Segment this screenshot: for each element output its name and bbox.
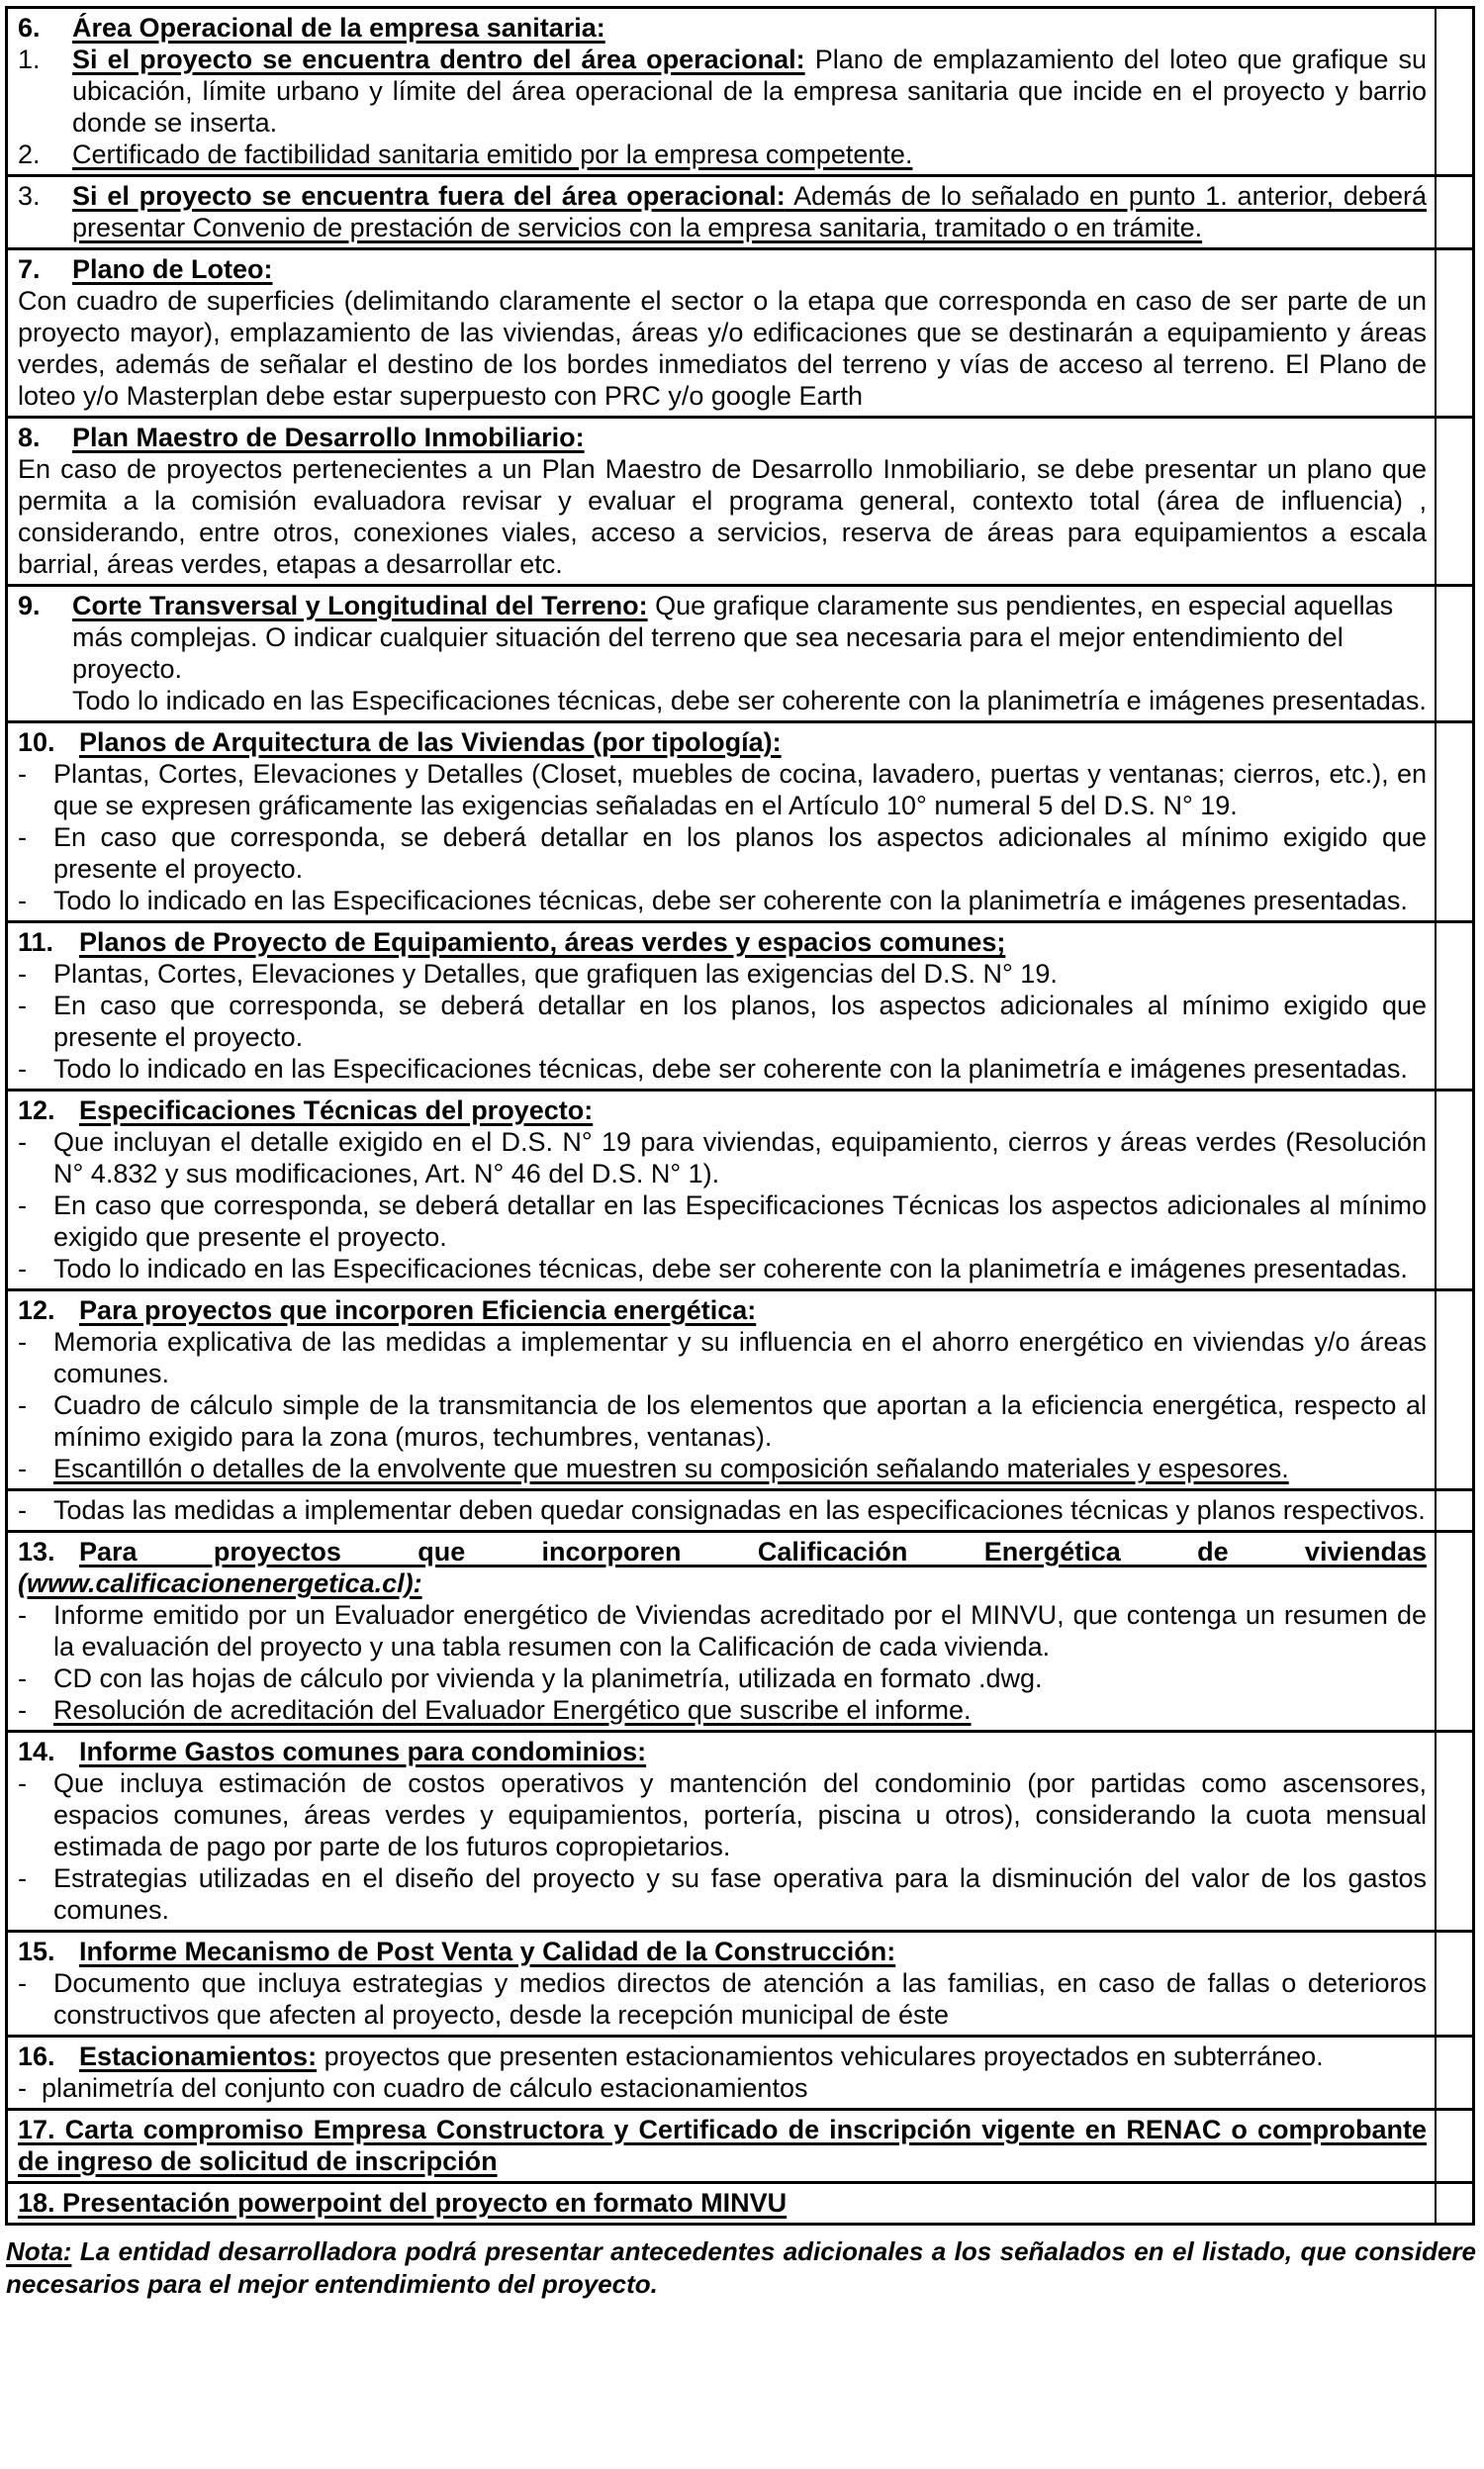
table-row — [8, 419, 1472, 587]
text-segment: Que incluya estimación de costos operativos y mantención del condominio (por partidas como ascensores, espacios comunes, áreas verdes y equipamientos, portería, piscina u otros), considerando la cuota mensual estimada de pago por parte de los futuros copropietarios. — [53, 1768, 1427, 1861]
list-item — [18, 1767, 1427, 1862]
dash-bullet: - — [18, 759, 27, 789]
dash-bullet: - — [18, 1600, 27, 1630]
table-row — [8, 2184, 1472, 2223]
requirements-table — [5, 6, 1475, 2226]
table-row — [8, 1533, 1472, 1733]
row-content-cell — [8, 923, 1435, 1089]
numbered-item — [18, 926, 1427, 958]
text-segment: CD con las hojas de cálculo por vivienda y la planimetría, utilizada en formato .dwg. — [53, 1663, 1043, 1693]
paragraph — [18, 453, 1427, 580]
dash-bullet: - — [18, 822, 27, 852]
dash-bullet: - — [18, 1663, 27, 1693]
row-content-cell — [8, 723, 1435, 920]
numbered-item — [18, 1094, 1427, 1126]
table-row — [8, 2038, 1472, 2111]
text-segment: Área Operacional de la empresa sanitaria: — [72, 13, 605, 43]
dash-bullet: - — [18, 1327, 27, 1357]
text-segment: Informe Mecanismo de Post Venta y Calidad de la Construcción: — [79, 1937, 896, 1966]
list-item — [18, 1662, 1427, 1694]
item-number: 2. — [18, 140, 41, 169]
check-cell — [1435, 2184, 1472, 2223]
list-item — [18, 958, 1427, 990]
text-segment: En caso de proyectos pertenecientes a un Plan Maestro de Desarrollo Inmobiliario, se debe presentar un plano que permita a la comisión evaluadora revisar y evaluar el programa general, contexto total (área de influencia) , considerando, entre otros, conexiones viales, acceso a servicios, reserva de áreas para equipamientos a escala barrial, áreas verdes, etapas a desarrollar etc. — [18, 454, 1427, 579]
row-content-cell — [8, 9, 1435, 174]
text-segment: Informe emitido por un Evaluador energético de Viviendas acreditado por el MINVU, que contenga un resumen de la evaluación del proyecto y una tabla resumen con la Calificación de cada vivienda. — [53, 1600, 1427, 1662]
row-content-cell — [8, 1491, 1435, 1530]
text-segment: 17. Carta compromiso Empresa Constructora y Certificado de inscripción vigente en RENAC o comprobante de ingreso de solicitud de inscripción — [18, 2115, 1427, 2176]
numbered-item — [18, 139, 1427, 170]
dash-bullet: - — [18, 1127, 27, 1157]
numbered-item — [18, 422, 1427, 453]
text-segment: planimetría del conjunto con cuadro de cálculo estacionamientos — [42, 2073, 808, 2103]
item-number: 13. — [18, 1537, 55, 1567]
check-cell — [1435, 9, 1472, 174]
text-segment: En caso que corresponda, se deberá detallar en los planos, los aspectos adicionales al mínimo exigido que presente el proyecto. — [53, 991, 1427, 1052]
table-row — [8, 2111, 1472, 2184]
row-content-cell — [8, 1291, 1435, 1488]
text-segment: Escantillón o detalles de la envolvente que muestren su composición señalando materiales y espesores. — [53, 1454, 1289, 1483]
dash-bullet: - — [18, 886, 27, 915]
text-segment: Nota: — [6, 2236, 72, 2266]
check-cell — [1435, 177, 1472, 247]
text-segment: Todo lo indicado en las Especificaciones técnicas, debe ser coherente con la planimetría e imágenes presentadas. — [53, 1054, 1408, 1084]
numbered-item — [18, 2041, 1427, 2072]
list-item — [18, 1453, 1427, 1484]
item-number: 16. — [18, 2042, 55, 2071]
list-item — [18, 1694, 1427, 1726]
check-cell — [1435, 1933, 1472, 2035]
list-item — [18, 1599, 1427, 1662]
list-item — [18, 821, 1427, 885]
text-segment: Corte Transversal y Longitudinal del Terreno: — [72, 591, 648, 620]
table-row — [8, 177, 1472, 250]
dash-bullet: - — [18, 1768, 27, 1798]
check-cell — [1435, 2111, 1472, 2181]
dash-bullet: - — [18, 1054, 27, 1084]
dash-bullet: - — [18, 1190, 27, 1220]
list-item — [18, 1126, 1427, 1189]
list-item — [18, 1189, 1427, 1253]
item-number: 6. — [18, 13, 41, 43]
dash-bullet: - — [18, 1454, 27, 1483]
text-segment: Para proyectos que incorporen Eficiencia energética: — [79, 1295, 757, 1325]
item-number: 15. — [18, 1937, 55, 1966]
text-segment: Para proyectos que incorporen Calificación Energética de viviendas — [79, 1537, 1427, 1567]
text-segment: La entidad desarrolladora podrá presentar antecedentes adicionales a los señalados en el listado, que considere necesarios para el mejor entendimiento del proyecto. — [6, 2236, 1476, 2299]
dash-bullet: - — [18, 1695, 27, 1725]
table-row — [8, 723, 1472, 923]
row-content-cell — [8, 1733, 1435, 1930]
numbered-item — [18, 1536, 1427, 1567]
table-row — [8, 1291, 1472, 1491]
row-content-cell — [8, 2111, 1435, 2181]
item-number: 7. — [18, 254, 41, 284]
text-segment: Si el proyecto se encuentra fuera del área operacional: — [72, 181, 786, 211]
text-segment: (www.calificacionenergetica.cl): — [18, 1568, 422, 1598]
numbered-item — [18, 1936, 1427, 1967]
check-cell — [1435, 1533, 1472, 1730]
dash-bullet: - — [18, 959, 27, 989]
numbered-item — [18, 1294, 1427, 1326]
row-content-cell — [8, 1092, 1435, 1288]
row-content-cell — [8, 587, 1435, 720]
paragraph — [18, 2114, 1427, 2177]
text-segment: En caso que corresponda, se deberá detallar en las Especificaciones Técnicas los aspectos adicionales al mínimo exigido que presente el proyecto. — [53, 1190, 1427, 1252]
text-segment: Cuadro de cálculo simple de la transmitancia de los elementos que aportan a la eficiencia energética, respecto al mínimo exigido para la zona (muros, techumbres, ventanas). — [53, 1390, 1427, 1452]
numbered-item — [18, 590, 1427, 685]
paragraph — [18, 1567, 1427, 1599]
list-item — [18, 1389, 1427, 1453]
table-row — [8, 1491, 1472, 1533]
list-item — [18, 1494, 1427, 1526]
list-item — [18, 1862, 1427, 1926]
item-number: 1. — [18, 45, 41, 74]
text-segment: Todas las medidas a implementar deben quedar consignadas en las especificaciones técnicas y planos respectivos. — [53, 1495, 1426, 1525]
text-segment: Plantas, Cortes, Elevaciones y Detalles, que grafiquen las exigencias del D.S. N° 19. — [53, 959, 1058, 989]
dash-bullet: - — [18, 1968, 27, 1998]
text-segment: Planos de Proyecto de Equipamiento, áreas verdes y espacios comunes; — [79, 927, 1006, 957]
text-segment: Certificado de factibilidad sanitaria emitido por la empresa competente. — [72, 140, 913, 169]
text-segment: Planos de Arquitectura de las Viviendas (por tipología): — [79, 727, 782, 757]
item-number: 12. — [18, 1095, 55, 1125]
check-cell — [1435, 1291, 1472, 1488]
row-content-cell — [8, 2184, 1435, 2223]
dash-bullet: - — [18, 2073, 27, 2103]
text-segment: 18. Presentación powerpoint del proyecto en formato MINVU — [18, 2188, 788, 2218]
list-item — [18, 2072, 1427, 2104]
dash-bullet: - — [18, 1495, 27, 1525]
text-segment: Además de lo señalado en punto 1. anterior, deberá presentar Convenio de prestación de servicios con la empresa sanitaria, tramitado o en trámite. — [72, 181, 1427, 242]
table-row — [8, 1733, 1472, 1933]
row-content-cell — [8, 1533, 1435, 1730]
text-segment: Memoria explicativa de las medidas a implementar y su influencia en el ahorro energético en viviendas y/o áreas comunes. — [53, 1327, 1427, 1388]
check-cell — [1435, 1092, 1472, 1288]
check-cell — [1435, 419, 1472, 584]
list-item — [18, 990, 1427, 1053]
text-segment: Estacionamientos: — [79, 2042, 318, 2071]
table-row — [8, 1092, 1472, 1291]
text-segment: Plano de emplazamiento del loteo que grafique su ubicación, límite urbano y límite del área operacional de la empresa sanitaria que incide en el proyecto y barrio donde se inserta. — [72, 45, 1427, 138]
row-content-cell — [8, 177, 1435, 247]
item-number: 12. — [18, 1295, 55, 1325]
list-item — [18, 1253, 1427, 1284]
item-number: 9. — [18, 591, 41, 620]
numbered-item — [18, 180, 1427, 243]
table-row — [8, 250, 1472, 419]
table-row — [8, 9, 1472, 177]
row-content-cell — [8, 1933, 1435, 2035]
text-segment: Plantas, Cortes, Elevaciones y Detalles (Closet, muebles de cocina, lavadero, puertas y ventanas; cierros, etc.), en que se expresen gráficamente las exigencias señaladas en el Artículo 10° numeral 5 del D.S. N° 19. — [53, 759, 1427, 820]
numbered-item — [18, 1736, 1427, 1767]
check-cell — [1435, 1733, 1472, 1930]
dash-bullet: - — [18, 1863, 27, 1893]
list-item — [18, 1326, 1427, 1389]
text-segment: Estrategias utilizadas en el diseño del proyecto y su fase operativa para la disminución del valor de los gastos comunes. — [53, 1863, 1427, 1925]
paragraph — [18, 2187, 1427, 2219]
numbered-item — [18, 44, 1427, 139]
list-item — [18, 758, 1427, 821]
row-content-cell — [8, 2038, 1435, 2108]
item-number: 10. — [18, 727, 55, 757]
numbered-item — [18, 726, 1427, 758]
text-segment: Que incluyan el detalle exigido en el D.S. N° 19 para viviendas, equipamiento, cierros y áreas verdes (Resolución N° 4.832 y sus modificaciones, Art. N° 46 del D.S. N° 1). — [53, 1127, 1427, 1188]
text-segment: En caso que corresponda, se deberá detallar en los planos los aspectos adicionales al mínimo exigido que presente el proyecto. — [53, 822, 1427, 884]
text-segment: Informe Gastos comunes para condominios: — [79, 1737, 647, 1766]
check-cell — [1435, 2038, 1472, 2108]
numbered-item — [18, 12, 1427, 44]
text-segment: Con cuadro de superficies (delimitando claramente el sector o la etapa que corresponda en caso de ser parte de un proyecto mayor), emplazamiento de las viviendas, áreas y/o edificaciones que se destinarán a equipamiento y áreas verdes, además de señalar el destino de los bordes inmediatos del terreno y vías de acceso al terreno. El Plano de loteo y/o Masterplan debe estar superpuesto con PRC y/o google Earth — [18, 286, 1427, 411]
item-number: 11. — [18, 927, 54, 957]
check-cell — [1435, 250, 1472, 416]
table-row — [8, 587, 1472, 723]
list-item — [18, 1053, 1427, 1085]
check-cell — [1435, 723, 1472, 920]
text-segment: proyectos que presenten estacionamientos vehiculares proyectados en subterráneo. — [317, 2042, 1324, 2071]
list-item — [18, 885, 1427, 916]
check-cell — [1435, 923, 1472, 1089]
paragraph — [18, 685, 1427, 716]
text-segment: Que grafique claramente sus pendientes, en especial aquellas más complejas. O indicar cualquier situación del terreno que sea necesaria para el mejor entendimiento del proyecto. — [72, 591, 1394, 684]
check-cell — [1435, 1491, 1472, 1530]
dash-bullet: - — [18, 1254, 27, 1283]
dash-bullet: - — [18, 991, 27, 1020]
text-segment: Plano de Loteo: — [72, 254, 273, 284]
item-number: 8. — [18, 423, 41, 452]
text-segment: Todo lo indicado en las Especificaciones técnicas, debe ser coherente con la planimetría e imágenes presentadas. — [72, 686, 1427, 715]
text-segment: Documento que incluya estrategias y medios directos de atención a las familias, en caso de fallas o deterioros constructivos que afecten al proyecto, desde la recepción municipal de éste — [53, 1968, 1427, 2030]
footer-note — [6, 2235, 1476, 2301]
row-content-cell — [8, 419, 1435, 584]
table-row — [8, 923, 1472, 1092]
list-item — [18, 1967, 1427, 2031]
item-number: 3. — [18, 181, 41, 211]
check-cell — [1435, 587, 1472, 720]
text-segment: Plan Maestro de Desarrollo Inmobiliario: — [72, 423, 585, 452]
text-segment: Todo lo indicado en las Especificaciones técnicas, debe ser coherente con la planimetría e imágenes presentadas. — [53, 886, 1408, 915]
dash-bullet: - — [18, 1390, 27, 1420]
item-number: 14. — [18, 1737, 55, 1766]
text-segment: Especificaciones Técnicas del proyecto: — [79, 1095, 594, 1125]
numbered-item — [18, 253, 1427, 285]
text-segment: Resolución de acreditación del Evaluador Energético que suscribe el informe. — [53, 1695, 972, 1725]
row-content-cell — [8, 250, 1435, 416]
text-segment: Si el proyecto se encuentra dentro del área operacional: — [72, 45, 805, 74]
paragraph — [18, 285, 1427, 412]
table-row — [8, 1933, 1472, 2038]
text-segment: Todo lo indicado en las Especificaciones técnicas, debe ser coherente con la planimetría e imágenes presentadas. — [53, 1254, 1408, 1283]
